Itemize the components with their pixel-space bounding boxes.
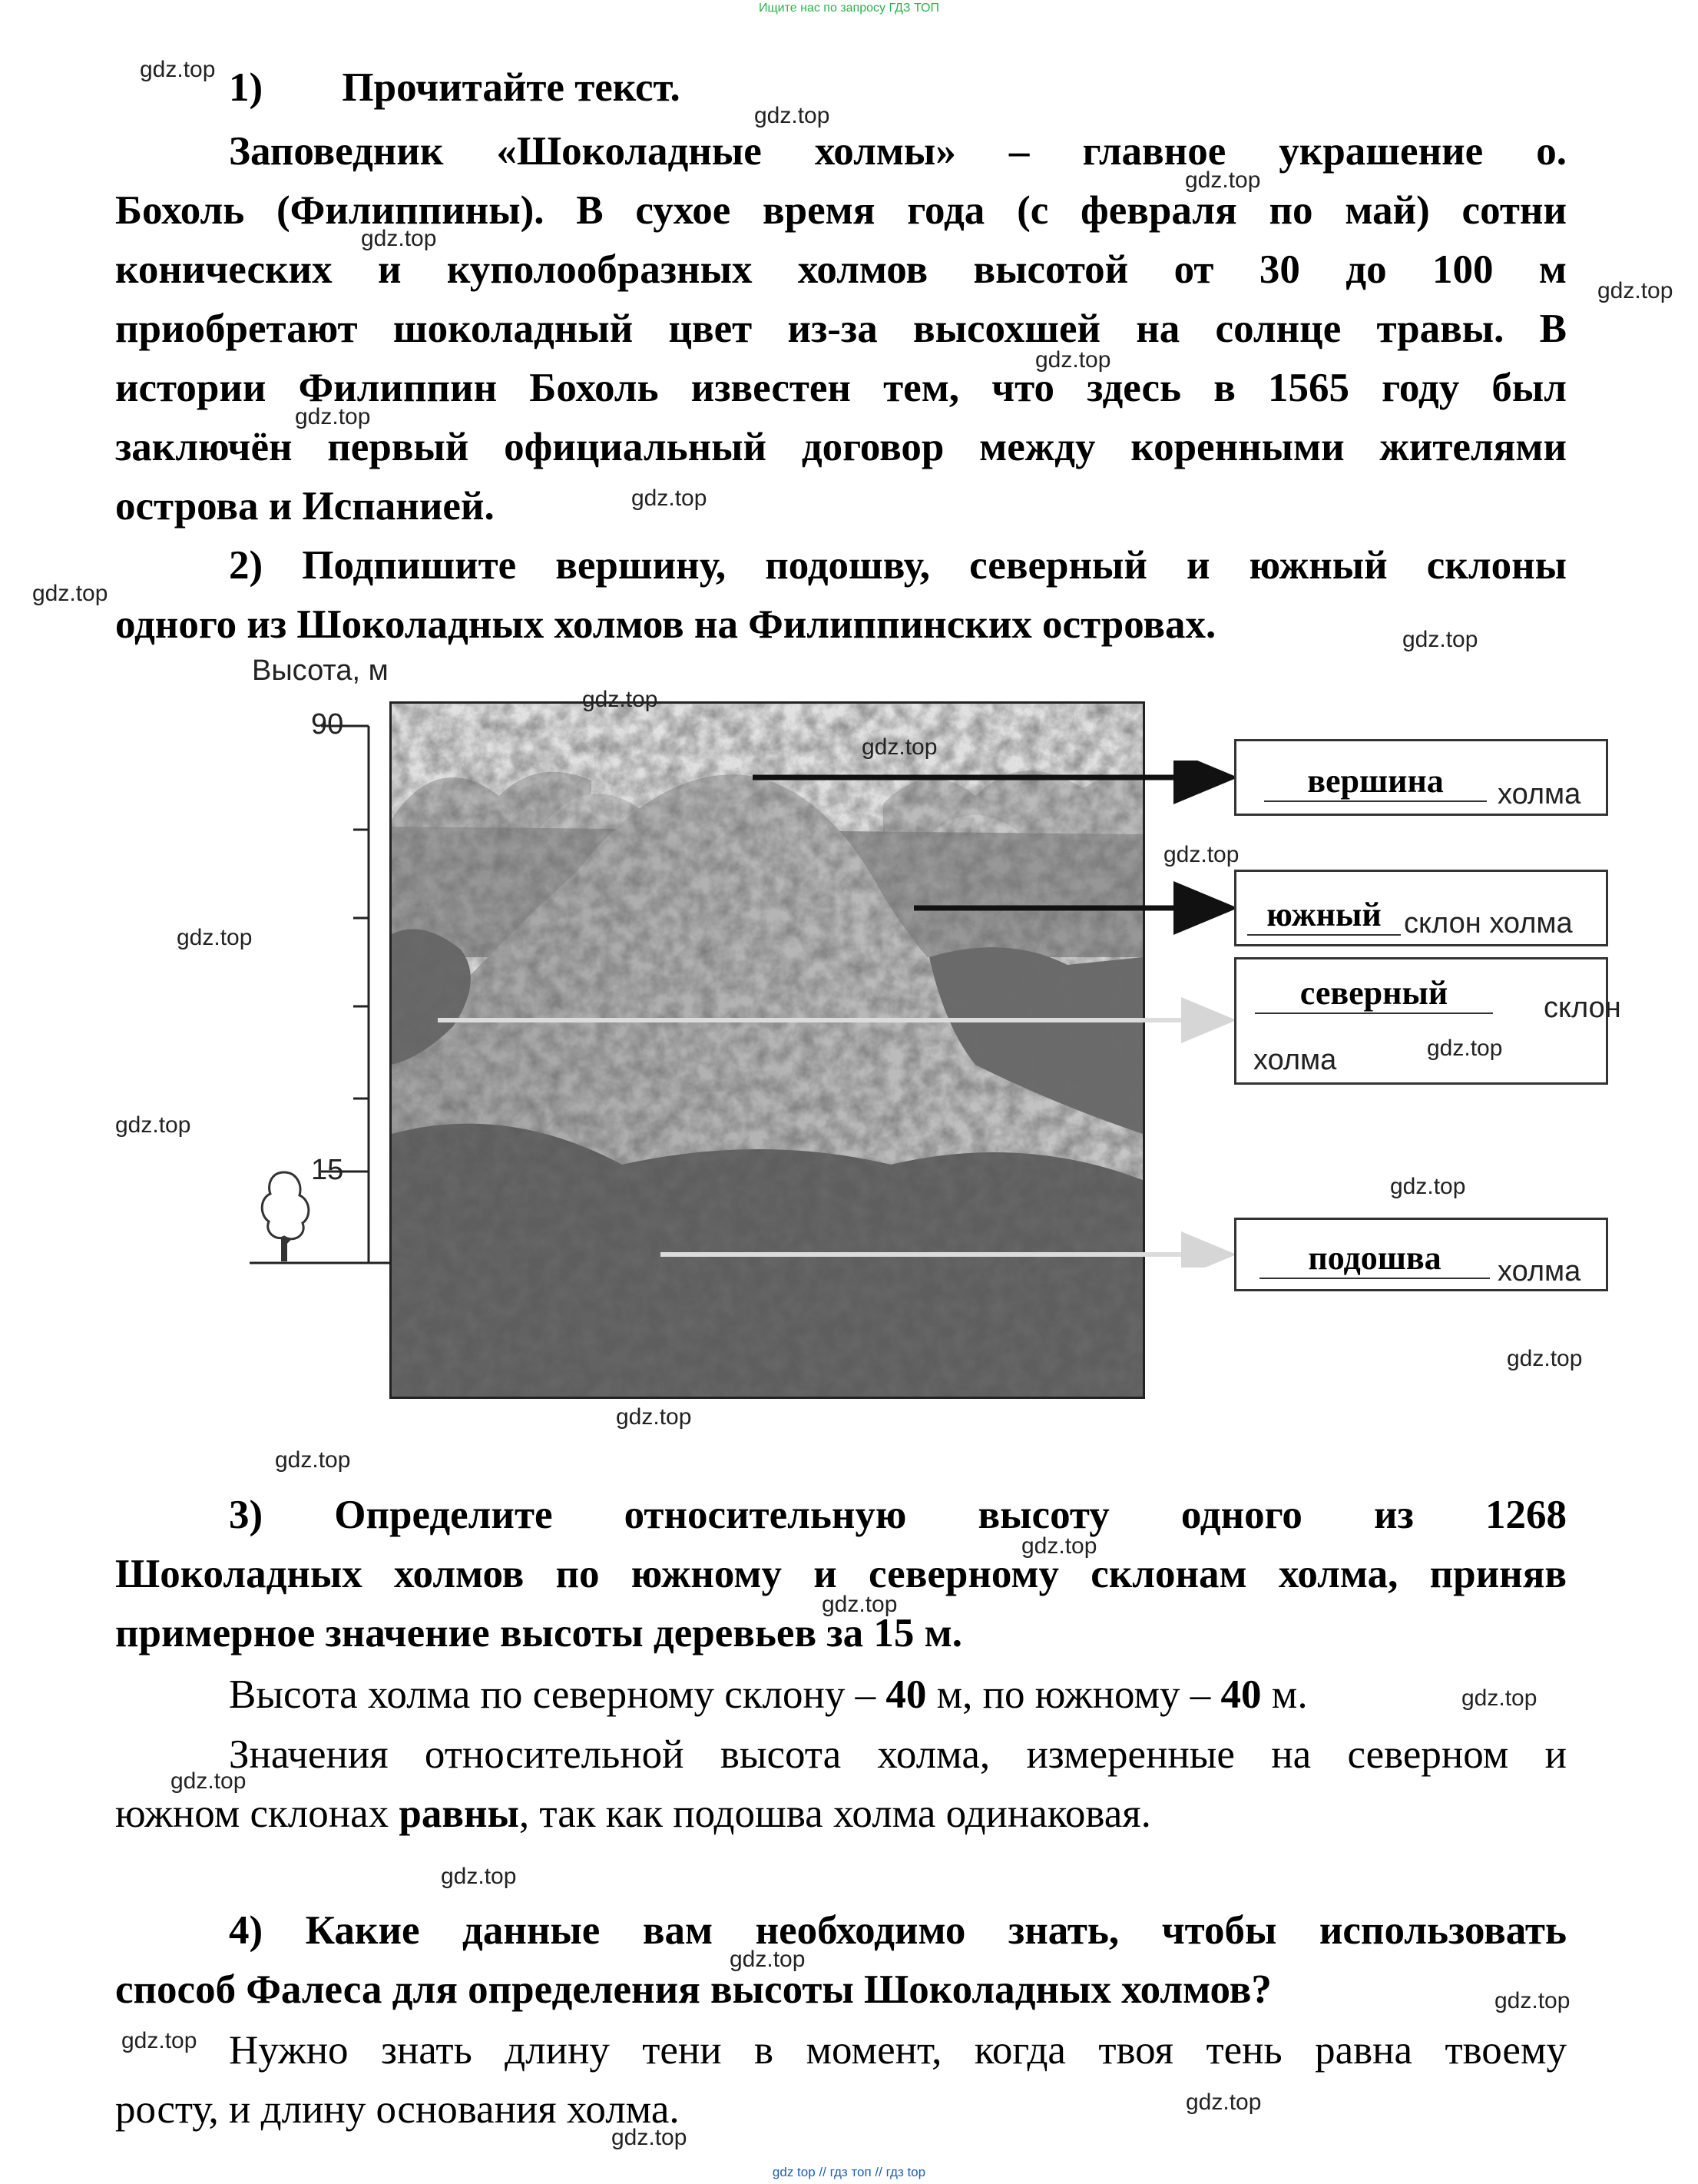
tick-label-15: 15 — [311, 1154, 344, 1186]
task1-title: Прочитайте текст. — [342, 65, 680, 110]
bottom-banner[interactable]: gdz top // гдз топ // гдз top — [772, 2165, 926, 2179]
watermark: gdz.top — [862, 734, 938, 760]
task4-text — [115, 1901, 1567, 2020]
task3-line: 3) Определите относительную высоту одного из 1268 — [229, 1493, 1567, 1537]
task2-line: 2) Подпишите вершину, подошву, северный и южный склоны — [229, 543, 1567, 588]
task3-answer2 — [115, 1725, 1567, 1844]
answer1-pre: Высота холма по северному склону – — [229, 1672, 886, 1717]
watermark: gdz.top — [121, 2028, 197, 2053]
watermark: gdz.top — [730, 1947, 806, 1972]
label-arrows — [430, 761, 1244, 1268]
answer2-line: Значения относительной высота холма, измеренные на северном и — [229, 1732, 1567, 1777]
watermark: gdz.top — [1035, 347, 1111, 373]
task3-text — [115, 1486, 1567, 1663]
watermark: gdz.top — [32, 581, 108, 606]
answer1-south-value: 40 — [1220, 1672, 1262, 1717]
answer-foot: подошва — [1259, 1238, 1490, 1279]
watermark: gdz.top — [1185, 167, 1261, 193]
task3-answer1 — [229, 1665, 1308, 1725]
watermark: gdz.top — [177, 925, 253, 950]
answer1-post: м. — [1261, 1672, 1308, 1717]
task1-heading — [229, 65, 680, 111]
task3-line: Шоколадных холмов по южному и северному склонам холма, приняв — [115, 1552, 1567, 1596]
watermark: gdz.top — [1163, 842, 1240, 867]
watermark: gdz.top — [441, 1864, 517, 1889]
label-box-north — [1234, 957, 1621, 1085]
suffix-summit: холма — [1498, 778, 1581, 810]
watermark: gdz.top — [1186, 2090, 1262, 2115]
task1-line: острова и Испанией. — [115, 484, 495, 529]
watermark: gdz.top — [1402, 627, 1478, 652]
answer-north: северный — [1255, 973, 1493, 1014]
task1-line: конических и куполообразных холмов высотой от 30 до 100 м — [115, 247, 1567, 292]
watermark: gdz.top — [295, 404, 371, 429]
label-box-south — [1234, 870, 1608, 946]
watermark: gdz.top — [1461, 1685, 1537, 1711]
task4-line: 4) Какие данные вам необходимо знать, чтобы использовать — [229, 1908, 1567, 1953]
task1-line: приобретают шоколадный цвет из-за высохшей на солнце травы. В — [115, 307, 1567, 351]
answer2-line — [115, 1785, 1567, 1844]
task1-line: истории Филиппин Бохоль известен тем, что здесь в 1565 году был — [115, 366, 1567, 410]
task4-line: способ Фалеса для определения высоты Шоколадных холмов? — [115, 1967, 1272, 2012]
suffix-north: склон — [1544, 992, 1621, 1024]
task4-answer-line: росту, и длину основания холма. — [115, 2087, 680, 2132]
answer1-mid: м, по южному – — [926, 1672, 1221, 1717]
watermark: gdz.top — [1427, 1036, 1503, 1061]
task1-line: Бохоль (Филиппины). В сухое время года (с февраля по май) сотни — [115, 188, 1567, 233]
label-box-foot — [1234, 1218, 1608, 1291]
tree-icon — [253, 1168, 315, 1264]
watermark: gdz.top — [754, 103, 830, 128]
task2-text — [115, 536, 1567, 655]
task4-answer-line: Нужно знать длину тени в момент, когда твоя тень равна твоему — [229, 2028, 1567, 2073]
watermark: gdz.top — [275, 1447, 351, 1473]
watermark: gdz.top — [616, 1404, 692, 1430]
task1-text — [115, 122, 1567, 536]
watermark: gdz.top — [170, 1768, 247, 1794]
suffix2-north: холма — [1253, 1044, 1337, 1076]
suffix-south: склон холма — [1404, 907, 1573, 940]
answer-summit: вершина — [1264, 761, 1487, 802]
figure-axis-title: Высота, м — [252, 655, 389, 687]
watermark: gdz.top — [611, 2125, 687, 2150]
watermark: gdz.top — [822, 1592, 898, 1617]
watermark: gdz.top — [1494, 1988, 1571, 2013]
task3-line: примерное значение высоты деревьев за 15 м. — [115, 1611, 962, 1655]
watermark: gdz.top — [631, 486, 707, 511]
watermark: gdz.top — [582, 687, 658, 712]
watermark: gdz.top — [1507, 1346, 1583, 1371]
answer2-pre: южном склонах — [115, 1791, 399, 1836]
top-banner[interactable]: Ищите нас по запросу ГДЗ ТОП — [759, 2, 939, 15]
watermark: gdz.top — [1021, 1533, 1097, 1559]
answer2-post: , так как подошва холма одинаковая. — [518, 1791, 1151, 1836]
task4-answer — [115, 2021, 1567, 2139]
suffix-foot: холма — [1498, 1255, 1581, 1288]
answer1-north-value: 40 — [885, 1672, 927, 1717]
task2-line: одного из Шоколадных холмов на Филиппинских островах. — [115, 602, 1216, 647]
task1-line: заключён первый официальный договор между коренными жителями — [115, 425, 1567, 469]
task1-line: Заповедник «Шоколадные холмы» – главное украшение о. — [229, 129, 1567, 174]
watermark: gdz.top — [361, 226, 437, 251]
watermark: gdz.top — [1597, 278, 1673, 303]
watermark: gdz.top — [115, 1112, 191, 1138]
tick-label-90: 90 — [311, 708, 344, 741]
answer2-bold: равны — [399, 1791, 519, 1836]
watermark: gdz.top — [140, 57, 216, 82]
answer-south: южный — [1247, 895, 1401, 936]
watermark: gdz.top — [1390, 1174, 1466, 1199]
task1-number: 1) — [229, 65, 263, 110]
label-box-summit — [1234, 739, 1608, 816]
